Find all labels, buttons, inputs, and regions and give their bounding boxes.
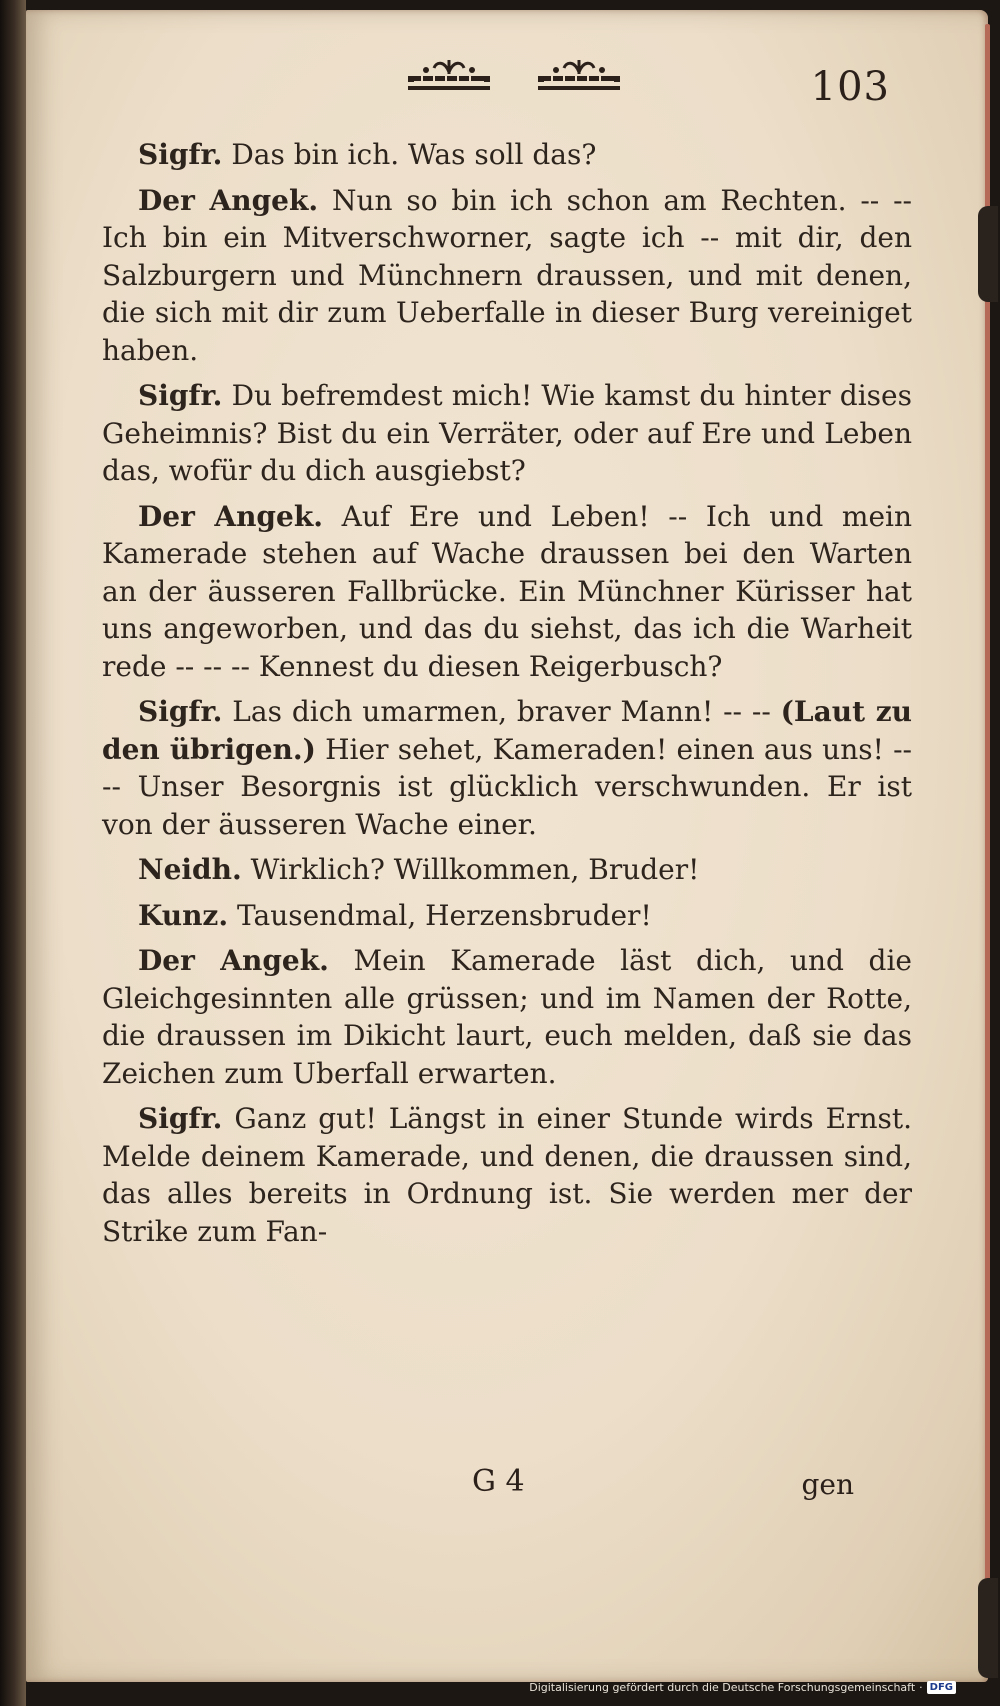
speaker-name: Der Angek. xyxy=(138,944,329,977)
dialogue-paragraph xyxy=(102,1100,912,1250)
speaker-name: Der Angek. xyxy=(138,183,319,217)
speaker-name: Sigfr. xyxy=(138,695,223,728)
dialogue-paragraph xyxy=(102,851,912,889)
ornament-left-icon xyxy=(404,52,494,98)
dialogue-paragraph xyxy=(102,897,912,935)
dialogue-paragraph xyxy=(102,377,912,490)
page-tab-top xyxy=(978,206,998,302)
digitization-credit: Digitalisierung gefördert durch die Deutsche Forschungsgemeinschaft · DFG xyxy=(529,1678,956,1696)
page-footer xyxy=(102,1464,912,1504)
page-tab-bottom xyxy=(978,1578,998,1678)
signature-mark: G 4 xyxy=(472,1464,525,1499)
dfg-logo: DFG xyxy=(927,1681,956,1694)
speaker-name: Neidh. xyxy=(138,853,242,886)
dialogue-paragraph xyxy=(102,182,912,370)
dialogue-text: Mein Kamerade läst dich, und die Gleichgesinnten alle grüssen; und im Namen der Rotte, die draussen im Dikicht laurt, euch melden, daß sie das Zeichen zum Uberfall erwarten. xyxy=(102,944,912,1090)
ornament-right-icon xyxy=(534,52,624,98)
dialogue-text: Hier sehet, Kameraden! einen aus uns! -- -- Unser Besorgnis ist glücklich verschwunden. Er ist von der äusseren Wache einer. xyxy=(102,732,912,841)
dialogue-text: Wirklich? Willkommen, Bruder! xyxy=(250,853,700,886)
page-number: 103 xyxy=(810,64,890,110)
dialogue-text: Tausendmal, Herzensbruder! xyxy=(237,898,652,932)
dialogue-text: Auf Ere und Leben! -- Ich und mein Kamerade stehen auf Wache draussen bei den Warten an der äusseren Fallbrücke. Ein Münchner Kürisser hat uns angeworben, und das du siehst, das ich die Warheit rede -- -- -- Kennest du diesen Reigerbusch? xyxy=(102,499,913,683)
body-text xyxy=(102,136,912,1258)
speaker-name: Kunz. xyxy=(138,898,229,932)
speaker-name: Sigfr. xyxy=(138,138,223,171)
catchword: gen xyxy=(801,1468,854,1501)
dialogue-paragraph xyxy=(102,498,912,686)
speaker-name: Der Angek. xyxy=(138,499,323,533)
dialogue-paragraph xyxy=(102,136,912,174)
dialogue-text: Las dich umarmen, braver Mann! -- -- xyxy=(232,695,771,728)
speaker-name: Sigfr. xyxy=(138,379,223,412)
dialogue-text: Ganz gut! Längst in einer Stunde wirds Ernst. Melde deinem Kamerade, und denen, die draussen sind, das alles bereits in Ordnung ist. Sie werden mer der Strike zum Fan- xyxy=(102,1102,912,1248)
dialogue-text: Nun so bin ich schon am Rechten. -- -- Ich bin ein Mitverschworner, sagte ich -- mit dir, den Salzburgern und Münchnern draussen, und mit denen, die sich mit dir zum Ueberfalle in dieser Burg vereiniget haben. xyxy=(102,183,913,367)
book-page xyxy=(26,10,988,1682)
binding-edge xyxy=(0,0,26,1706)
dialogue-paragraph xyxy=(102,942,912,1092)
speaker-name: Sigfr. xyxy=(138,1102,223,1135)
dialogue-paragraph xyxy=(102,693,912,843)
stage-direction: (Laut zu den übrigen.) xyxy=(102,695,912,766)
dialogue-text: Das bin ich. Was soll das? xyxy=(231,138,597,171)
dialogue-text: Du befremdest mich! Wie kamst du hinter dises Geheimnis? Bist du ein Verräter, oder auf Ere und Leben das, wofür du dich ausgiebst? xyxy=(102,379,912,487)
credit-text: Digitalisierung gefördert durch die Deutsche Forschungsgemeinschaft xyxy=(529,1680,916,1694)
header-ornament xyxy=(404,52,684,98)
